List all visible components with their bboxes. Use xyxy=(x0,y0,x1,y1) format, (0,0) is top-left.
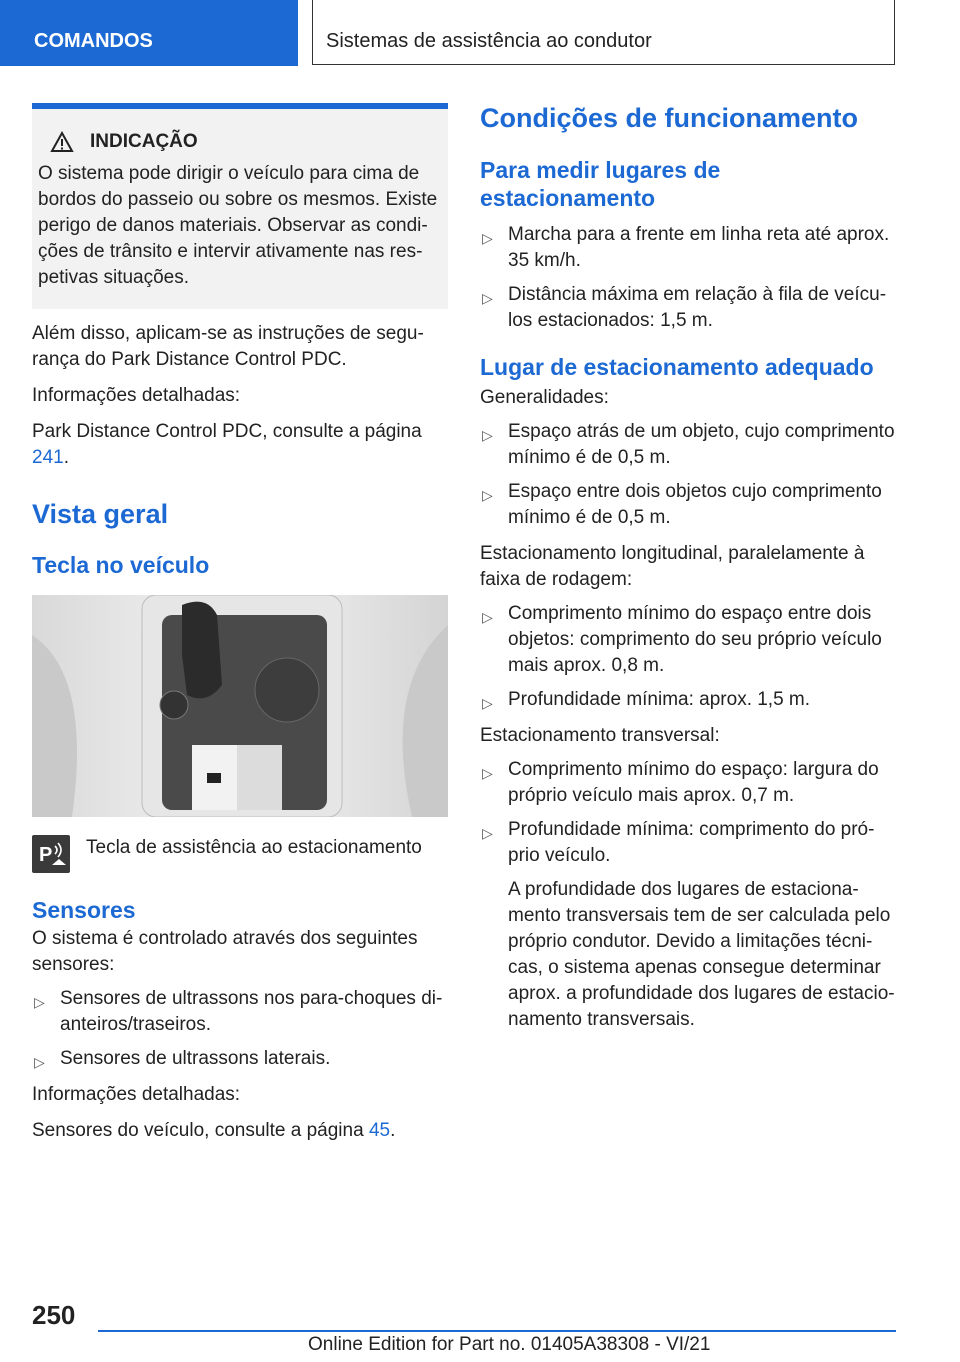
triangle-bullet-icon: ▷ xyxy=(482,825,493,841)
list-item-text: Comprimento mínimo do espaço entre dois objetos: comprimento do seu próprio veículo mais aprox. 0,8 m. xyxy=(508,603,882,676)
list-item-text: Sensores de ultrassons laterais. xyxy=(60,1048,331,1069)
notice-title: INDICAÇÃO xyxy=(90,131,198,152)
triangle-bullet-icon: ▷ xyxy=(482,609,493,625)
heading-conditions: Condições de funcionamento xyxy=(480,103,859,133)
heading-sensors: Sensores xyxy=(32,897,136,923)
notice-body: O sistema pode dirigir o veículo para cima de bordos do passeio ou sobre os mesmos. Existe perigo de danos materiais. Observar as condições de trânsito e intervir ativamente nas respetivas situações. xyxy=(38,163,438,288)
edition-text: Online Edition for Part no. 01405A38308 - VI/21 xyxy=(308,1334,711,1355)
safety-paragraph: Além disso, aplicam-se as instruções de segurança do Park Distance Control PDC. xyxy=(32,323,424,370)
list-item xyxy=(480,757,896,809)
notice-header xyxy=(38,131,440,153)
image-caption xyxy=(32,835,448,873)
longitudinal-label: Estacionamento longitudinal, paralelamente à faixa de rodagem: xyxy=(480,543,865,590)
list-item-text: Profundidade mínima: comprimento do próprio veículo. xyxy=(508,819,875,866)
list-item xyxy=(480,282,896,334)
list-item-text: Comprimento mínimo do espaço: largura do próprio veículo mais aprox. 0,7 m. xyxy=(508,759,879,806)
list-item xyxy=(480,419,896,471)
notice-box xyxy=(32,103,448,309)
list-item-text: Profundidade mínima: aprox. 1,5 m. xyxy=(508,689,811,710)
list-item xyxy=(480,687,896,713)
svg-text:P: P xyxy=(39,844,53,866)
list-item xyxy=(480,817,896,869)
transversal-label: Estacionamento transversal: xyxy=(480,725,720,746)
list-item xyxy=(480,601,896,679)
heading-overview: Vista geral xyxy=(32,499,169,529)
list-item xyxy=(32,986,448,1038)
caption-text: Tecla de assistência ao estacionamento xyxy=(86,837,422,858)
info-label: Informações detalhadas: xyxy=(32,385,241,406)
page-number: 250 xyxy=(32,1300,76,1330)
sensors-reference xyxy=(32,1118,448,1144)
console-image xyxy=(32,595,448,817)
triangle-bullet-icon: ▷ xyxy=(482,230,493,246)
list-item xyxy=(480,222,896,274)
triangle-bullet-icon: ▷ xyxy=(482,290,493,306)
sensors-intro: O sistema é controlado através dos seguintes sensores: xyxy=(32,928,418,975)
footer-divider xyxy=(98,1330,896,1332)
triangle-bullet-icon: ▷ xyxy=(34,1054,45,1070)
info-label: Informações detalhadas: xyxy=(32,1084,241,1105)
console-illustration xyxy=(32,595,448,817)
parking-assist-icon xyxy=(32,835,70,873)
list-item-text: Espaço entre dois objetos cujo comprimento mínimo é de 0,5 m. xyxy=(508,481,882,528)
list-item-text: Marcha para a frente em linha reta até aprox. 35 km/h. xyxy=(508,224,890,271)
list-item-text: Espaço atrás de um objeto, cujo comprimento mínimo é de 0,5 m. xyxy=(508,421,895,468)
punctuation: . xyxy=(390,1120,396,1141)
heading-button: Tecla no veículo xyxy=(32,552,210,578)
sensors-reference-text: Sensores do veículo, consulte a página xyxy=(32,1120,369,1141)
warning-icon xyxy=(50,131,74,153)
transversal-note: A profundidade dos lugares de estacionamento transversais tem de ser calculada pelo próprio condutor. Devido a limitações técnicas, o sistema apenas consegue determinar aprox. a profundidade dos lugares de estacionamento transversais. xyxy=(508,879,895,1030)
page-link-45[interactable]: 45 xyxy=(368,1120,391,1141)
triangle-bullet-icon: ▷ xyxy=(482,765,493,781)
page-header xyxy=(0,0,960,66)
list-item xyxy=(32,1046,448,1072)
list-item-text: Distância máxima em relação à fila de veículos estacionados: 1,5 m. xyxy=(508,284,887,331)
section-tab: COMANDOS xyxy=(0,0,298,66)
triangle-bullet-icon: ▷ xyxy=(482,427,493,443)
list-item-text: Sensores de ultrassons nos para-choques dianteiros/traseiros. xyxy=(60,988,443,1035)
heading-suitable: Lugar de estacionamento adequado xyxy=(480,354,874,380)
triangle-bullet-icon: ▷ xyxy=(482,487,493,503)
general-label: Generalidades: xyxy=(480,387,609,408)
right-column xyxy=(480,103,896,1033)
pdc-reference xyxy=(32,419,448,471)
triangle-bullet-icon: ▷ xyxy=(34,994,45,1010)
heading-measure: Para medir lugares de estacionamento xyxy=(480,157,721,211)
left-column xyxy=(32,103,448,1144)
triangle-bullet-icon: ▷ xyxy=(482,695,493,711)
page-link-241[interactable]: 241 xyxy=(32,447,64,468)
chapter-title: Sistemas de assistência ao condutor xyxy=(312,0,895,65)
list-item xyxy=(480,479,896,531)
punctuation: . xyxy=(63,447,69,468)
pdc-reference-text: Park Distance Control PDC, consulte a página xyxy=(32,421,422,442)
